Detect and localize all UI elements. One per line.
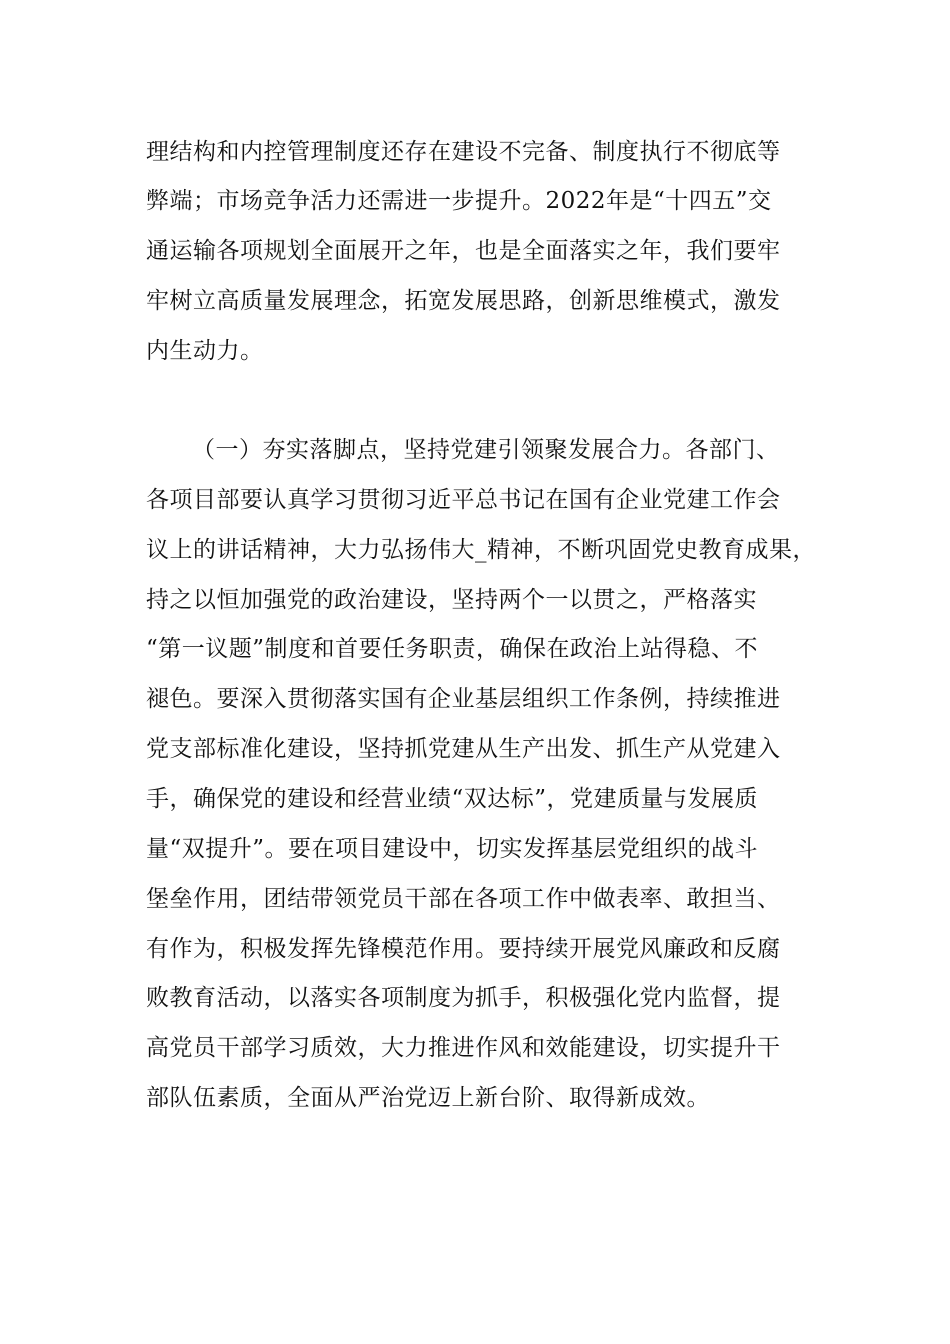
paragraph-2-line-5: “第一议题”制度和首要任务职责，确保在政治上站得稳、不 <box>146 636 759 662</box>
paragraph-2-line-9: 量“双提升”。要在项目建设中，切实发挥基层党组织的战斗 <box>146 836 759 862</box>
paragraph-2-line-2: 各项目部要认真学习贯彻习近平总书记在国有企业党建工作会 <box>146 487 781 513</box>
paragraph-2-line-13: 高党员干部学习质效，大力推进作风和效能建设，切实提升干 <box>146 1035 781 1061</box>
paragraph-2-line-10: 堡垒作用，团结带领党员干部在各项工作中做表率、敢担当、 <box>146 886 781 912</box>
paragraph-1-line-2: 弊端；市场竞争活力还需进一步提升。2022年是“十四五”交 <box>146 188 772 214</box>
paragraph-2-line-3: 议上的讲话精神，大力弘扬伟大_精神，不断巩固党史教育成果， <box>146 537 816 563</box>
paragraph-1-line-5: 内生动力。 <box>146 338 264 364</box>
paragraph-2-line-7: 党支部标准化建设，坚持抓党建从生产出发、抓生产从党建入 <box>146 736 781 762</box>
paragraph-2-line-1: （一）夯实落脚点，坚持党建引领聚发展合力。各部门、 <box>192 437 780 463</box>
paragraph-1-line-1: 理结构和内控管理制度还存在建设不完备、制度执行不彻底等 <box>146 139 781 165</box>
paragraph-1-line-3: 通运输各项规划全面展开之年，也是全面落实之年，我们要牢 <box>146 238 781 264</box>
paragraph-1-line-4: 牢树立高质量发展理念，拓宽发展思路，创新思维模式，激发 <box>146 288 781 314</box>
paragraph-2-line-14: 部队伍素质，全面从严治党迈上新台阶、取得新成效。 <box>146 1085 710 1111</box>
paragraph-2-line-6: 褪色。要深入贯彻落实国有企业基层组织工作条例，持续推进 <box>146 686 781 712</box>
paragraph-2-line-4: 持之以恒加强党的政治建设，坚持两个一以贯之，严格落实 <box>146 587 757 613</box>
paragraph-2-line-12: 败教育活动，以落实各项制度为抓手，积极强化党内监督，提 <box>146 985 781 1011</box>
paragraph-2-line-8: 手，确保党的建设和经营业绩“双达标”，党建质量与发展质 <box>146 786 759 812</box>
paragraph-2-line-11: 有作为，积极发挥先锋模范作用。要持续开展党风廉政和反腐 <box>146 936 781 962</box>
